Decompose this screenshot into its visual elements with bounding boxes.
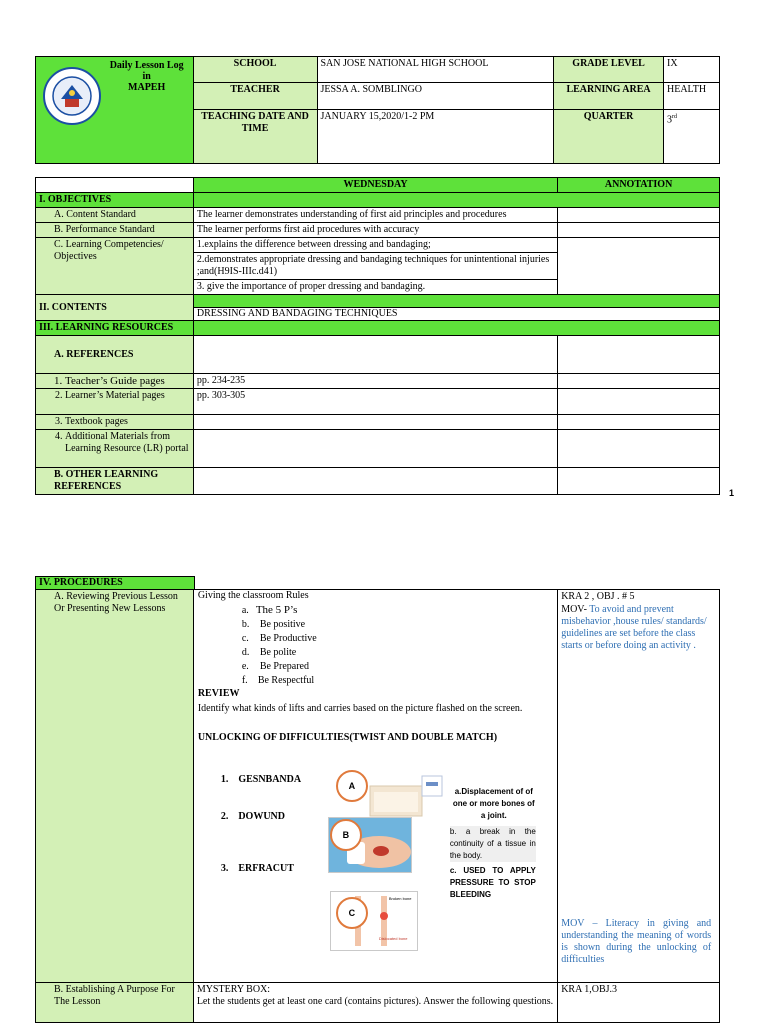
resources-bar: [193, 321, 719, 336]
ref-item-4-annotation: [558, 430, 720, 468]
word-1: 1. GESNBANDA: [220, 774, 302, 785]
date-label: TEACHING DATE AND TIME: [193, 110, 317, 164]
contents-cell: [193, 295, 719, 321]
competency-2: 2.demonstrates appropriate dressing and bandaging techniques for unintentional injuries ;and(H9IS-IIIc.d41): [194, 253, 557, 280]
contents-value: DRESSING AND BANDAGING TECHNIQUES: [196, 308, 398, 319]
choice-a: a.Displacement of of one or more bones of a joint.: [452, 787, 535, 820]
ref-item-4-label: 4. Additional Materials from Learning Resource (LR) portal: [36, 430, 194, 468]
blank-header-cell: [36, 178, 194, 193]
ref-item-1-annotation: [558, 374, 720, 389]
header-table: [35, 56, 720, 164]
review-text: Identify what kinds of lifts and carries based on the picture flashed on the screen.: [197, 703, 523, 714]
teacher-value: JESSA A. SOMBLINGO: [317, 83, 554, 110]
mystery-text: Let the students get at least one card (contains pictures). Answer the following questions.: [196, 996, 554, 1007]
ref-item-4-value: [193, 430, 557, 468]
choice-b: b. a break in the continuity of a tissue in the body.: [449, 827, 536, 860]
procedure-b-content: [193, 983, 557, 1023]
objectives-heading: I. OBJECTIVES: [36, 193, 194, 208]
circle-label-b: B: [330, 819, 362, 851]
ref-item-3-annotation: [558, 415, 720, 430]
quarter-value: 3rd: [664, 110, 720, 164]
references-annotation: [558, 336, 720, 374]
area-value: HEALTH: [664, 83, 720, 110]
ref-item-1-value: pp. 234-235: [193, 374, 557, 389]
competencies: [193, 238, 557, 295]
content-std-annotation: [558, 208, 720, 223]
circle-label-a: A: [336, 770, 368, 802]
content-std-label: A. Content Standard: [36, 208, 194, 223]
competencies-label: C. Learning Competencies/ Objectives: [36, 238, 194, 295]
procedures-heading: IV. PROCEDURES: [35, 576, 195, 590]
choice-c: c. USED TO APPLY PRESSURE TO STOP BLEEDING: [449, 866, 536, 899]
log-title: Daily Lesson Log in MAPEH: [109, 60, 184, 93]
competencies-annotation: [558, 238, 720, 295]
rule-a: a. The 5 P’s: [241, 604, 298, 616]
procedure-a-content: [193, 590, 557, 983]
circle-label-c: C: [336, 897, 368, 929]
grade-value: IX: [664, 57, 720, 83]
procedure-a-label: A. Reviewing Previous Lesson Or Presenting New Lessons: [36, 590, 194, 983]
mystery-title: MYSTERY BOX:: [196, 984, 271, 995]
date-value: JANUARY 15,2020/1-2 PM: [317, 110, 554, 164]
dislocated-bone-label: Dislocated bone: [378, 936, 408, 941]
mov-1: MOV- To avoid and prevent misbehavior ,house rules/ standards/ guidelines are set before the class starts or before doing an activity .: [561, 604, 707, 651]
competency-1: 1.explains the difference between dressing and bandaging;: [194, 238, 557, 253]
broken-bone-label: Broken bone: [388, 896, 412, 901]
references-label: A. REFERENCES: [36, 336, 194, 374]
rule-d: d. Be polite: [241, 647, 297, 658]
school-label: SCHOOL: [193, 57, 317, 83]
grade-label: GRADE LEVEL: [554, 57, 664, 83]
unlocking-title: UNLOCKING OF DIFFICULTIES(TWIST AND DOUBLE MATCH): [197, 732, 498, 743]
contents-label: II. CONTENTS: [36, 295, 194, 321]
content-std: The learner demonstrates understanding of first aid principles and procedures: [193, 208, 557, 223]
rule-c: c. Be Productive: [241, 633, 317, 644]
deped-seal-icon: [43, 67, 101, 125]
ref-item-2-label: 2. Learner’s Material pages: [36, 389, 194, 415]
perf-std-label: B. Performance Standard: [36, 223, 194, 238]
procedure-a-annotation: [558, 590, 720, 983]
school-value: SAN JOSE NATIONAL HIGH SCHOOL: [317, 57, 554, 83]
teacher-label: TEACHER: [193, 83, 317, 110]
area-label: LEARNING AREA: [554, 83, 664, 110]
competency-3: 3. give the importance of proper dressing and bandaging.: [196, 281, 426, 292]
ref-item-2-annotation: [558, 389, 720, 415]
logo-cell: [36, 57, 194, 164]
col-annotation: ANNOTATION: [558, 178, 720, 193]
rule-e: e. Be Prepared: [241, 661, 309, 672]
word-2: 2. DOWUND: [220, 811, 285, 822]
perf-std-annotation: [558, 223, 720, 238]
ref-item-2-value: pp. 303-305: [193, 389, 557, 415]
references-blank: [193, 336, 557, 374]
review-title: REVIEW: [197, 688, 240, 699]
rule-b: b. Be positive: [241, 619, 306, 630]
procedure-b-label: B. Establishing A Purpose For The Lesson: [36, 983, 194, 1023]
rules-title: Giving the classroom Rules: [197, 590, 309, 601]
other-refs-annotation: [558, 468, 720, 495]
perf-std: The learner performs first aid procedures with accuracy: [193, 223, 557, 238]
rule-f: f. Be Respectful: [241, 675, 315, 686]
other-refs-label: B. OTHER LEARNING REFERENCES: [36, 468, 194, 495]
ref-item-1-label: 1. Teacher’s Guide pages: [36, 374, 194, 389]
kra-1: KRA 2 , OBJ . # 5: [561, 591, 635, 602]
procedures-table: [35, 589, 720, 1023]
ref-item-3-label: 3. Textbook pages: [36, 415, 194, 430]
resources-heading: III. LEARNING RESOURCES: [36, 321, 194, 336]
word-3: 3. ERFRACUT: [220, 863, 294, 874]
rules-list: [242, 603, 317, 688]
ref-item-3-value: [193, 415, 557, 430]
mov-2: MOV – Literacy in giving and understanding the meaning of words is shown during the unlocking of difficulties: [561, 918, 712, 965]
procedure-b-annotation: KRA 1,OBJ.3: [558, 983, 720, 1023]
other-refs-value: [193, 468, 557, 495]
quarter-label: QUARTER: [554, 110, 664, 164]
bandage-image: [364, 770, 446, 822]
col-day: WEDNESDAY: [193, 178, 557, 193]
objectives-bar: [193, 193, 719, 208]
objectives-table: [35, 177, 720, 495]
page-number: 1: [729, 488, 735, 498]
